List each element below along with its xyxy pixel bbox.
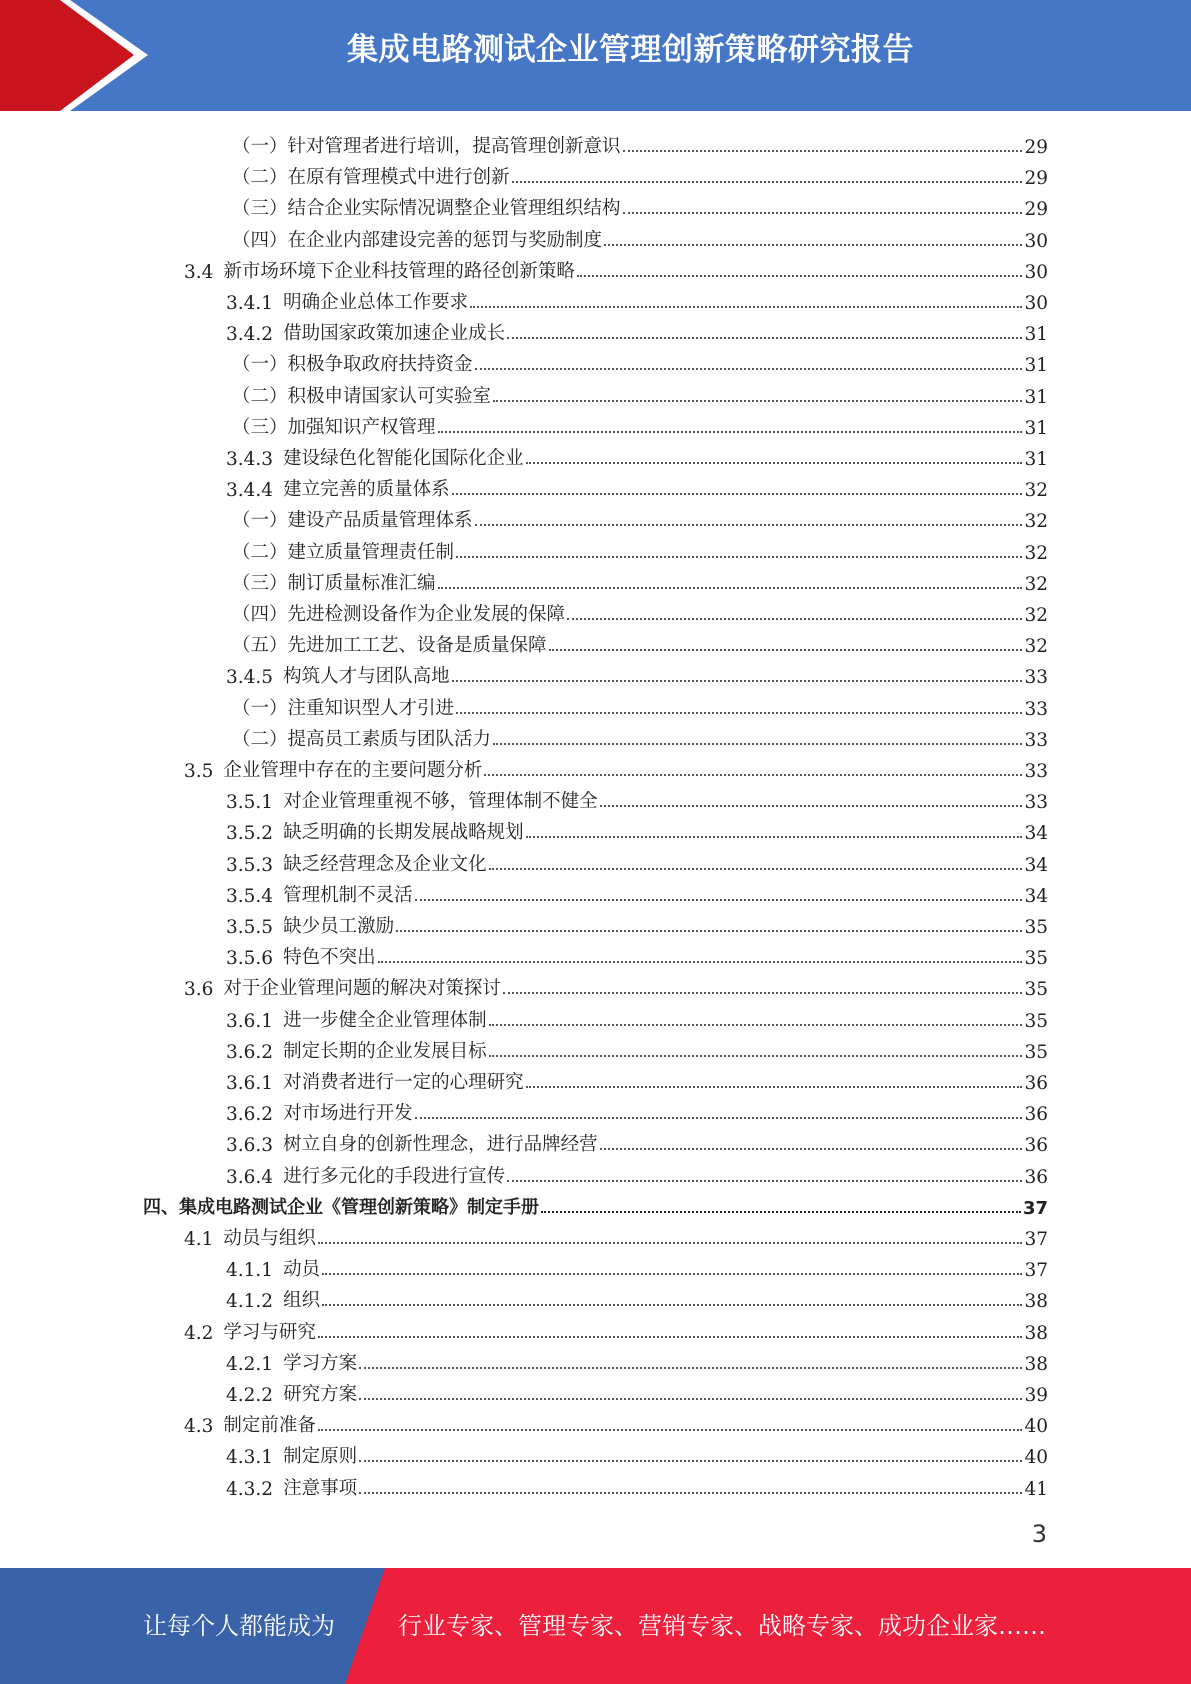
toc-dot-leader [507, 337, 1022, 339]
toc-entry-page: 35 [1024, 948, 1048, 970]
toc-entry[interactable] [232, 720, 1048, 751]
toc-entry-number: 3.6 [184, 979, 214, 1001]
toc-entry-title: 缺乏经营理念及企业文化 [283, 853, 487, 875]
toc-entry-title: 建立完善的质量体系 [283, 479, 450, 501]
toc-entry[interactable] [232, 127, 1048, 158]
toc-entry-page: 33 [1024, 761, 1048, 782]
toc-entry-title: 新市场环境下企业科技管理的路径创新策略 [223, 260, 575, 282]
toc-entry-page: 34 [1024, 854, 1048, 876]
toc-entry-number: 3.6.1 [226, 1010, 274, 1032]
toc-entry-title: 对消费者进行一定的心理研究 [283, 1072, 524, 1093]
toc-dot-leader [359, 1492, 1022, 1494]
document-title: 集成电路测试企业管理创新策略研究报告 [347, 32, 914, 68]
toc-entry-page: 36 [1024, 1135, 1048, 1157]
toc-entry-page: 40 [1024, 1447, 1048, 1469]
toc-entry[interactable] [226, 283, 1048, 314]
toc-entry-title: 借助国家政策加速企业成长 [283, 323, 506, 345]
toc-entry[interactable] [232, 689, 1048, 720]
toc-entry-title: （三）制订质量标准汇编 [232, 572, 436, 594]
toc-entry-page: 36 [1024, 1104, 1048, 1126]
toc-entry-title: 缺少员工激励 [283, 916, 395, 937]
toc-entry[interactable] [184, 969, 1048, 1000]
toc-dot-leader [489, 1024, 1023, 1026]
toc-entry-number: 3.5.4 [226, 885, 274, 907]
toc-dot-leader [604, 244, 1022, 246]
toc-entry[interactable] [226, 439, 1048, 470]
toc-entry[interactable] [226, 1032, 1048, 1063]
toc-entry-number: 3.6.4 [226, 1166, 274, 1188]
toc-entry-page: 32 [1024, 480, 1048, 502]
toc-entry-page: 29 [1024, 199, 1048, 221]
toc-entry-page: 38 [1024, 1291, 1048, 1313]
toc-entry-title: （四）在企业内部建设完善的惩罚与奖励制度 [232, 229, 603, 251]
toc-dot-leader [470, 306, 1022, 308]
page-number: 3 [1031, 1520, 1047, 1548]
toc-entry-number: 4.3.1 [226, 1447, 274, 1469]
toc-entry-title: （二）在原有管理模式中进行创新 [232, 167, 510, 189]
toc-entry[interactable] [226, 813, 1048, 844]
toc-entry-page: 37 [1022, 1197, 1048, 1219]
toc-entry-title: （二）建立质量管理责任制 [232, 541, 455, 563]
toc-entry-title: 进行多元化的手段进行宣传 [283, 1165, 506, 1187]
toc-entry-page: 37 [1024, 1260, 1048, 1282]
toc-entry[interactable] [226, 470, 1048, 501]
toc-entry-page: 29 [1024, 137, 1048, 158]
toc-entry[interactable] [226, 1375, 1048, 1406]
toc-entry-page: 31 [1024, 449, 1048, 470]
toc-entry-page: 30 [1024, 293, 1048, 314]
toc-entry[interactable] [226, 1469, 1048, 1500]
toc-entry-page: 35 [1024, 1041, 1048, 1063]
toc-entry-title: 学习与研究 [223, 1321, 316, 1343]
toc-entry-page: 34 [1024, 823, 1048, 845]
toc-entry-number: 4.1.2 [226, 1291, 274, 1313]
toc-entry[interactable] [232, 408, 1048, 439]
toc-dot-leader [438, 431, 1023, 433]
toc-entry-title: 树立自身的创新性理念，进行品牌经营 [283, 1134, 598, 1156]
toc-entry[interactable] [226, 1157, 1048, 1188]
toc-entry-title: （一）注重知识型人才引进 [232, 697, 455, 719]
toc-entry[interactable] [226, 314, 1048, 345]
toc-entry-title: 制定原则 [283, 1446, 358, 1468]
toc-dot-leader [396, 930, 1022, 932]
toc-entry-title: 注意事项 [283, 1477, 358, 1499]
toc-entry-page: 31 [1024, 386, 1048, 408]
toc-entry-number: 4.2.1 [226, 1353, 274, 1375]
toc-dot-leader [493, 400, 1022, 402]
toc-entry-page: 37 [1024, 1229, 1048, 1250]
toc-dot-leader [318, 1336, 1023, 1338]
toc-entry-title: （一）建设产品质量管理体系 [232, 510, 473, 532]
toc-entry-title: 建设绿色化智能化国际化企业 [283, 448, 524, 469]
toc-entry-page: 35 [1024, 917, 1048, 938]
toc-entry-number: 3.5 [184, 761, 214, 782]
toc-entry[interactable] [226, 1344, 1048, 1375]
toc-entry-number: 3.4.5 [226, 667, 274, 689]
toc-entry[interactable] [226, 1094, 1048, 1125]
toc-entry[interactable] [232, 564, 1048, 595]
toc-entry-number: 4.1 [184, 1229, 214, 1250]
toc-dot-leader [475, 368, 1023, 370]
toc-dot-leader [526, 836, 1023, 838]
toc-entry-number: 3.4 [184, 261, 214, 283]
toc-entry-page: 31 [1024, 355, 1048, 377]
toc-dot-leader [452, 493, 1023, 495]
toc-dot-leader [359, 1367, 1022, 1369]
toc-dot-leader [526, 462, 1023, 464]
toc-entry-page: 41 [1024, 1478, 1048, 1500]
toc-dot-leader [415, 899, 1023, 901]
toc-dot-leader [623, 212, 1023, 214]
toc-entry-number: 3.4.2 [226, 324, 274, 346]
toc-entry-number: 3.4.3 [226, 449, 274, 470]
toc-entry-number: 3.6.2 [226, 1041, 274, 1063]
toc-dot-leader [623, 150, 1023, 152]
toc-entry-page: 31 [1024, 324, 1048, 346]
toc-entry-number: 3.4.1 [226, 293, 274, 314]
footer-slogan-left: 让每个人都能成为 [143, 1612, 335, 1640]
toc-entry-title: （五）先进加工工艺、设备是质量保障 [232, 635, 547, 657]
toc-entry-number: 3.5.2 [226, 823, 274, 845]
toc-entry-page: 35 [1024, 1010, 1048, 1032]
toc-entry[interactable] [232, 189, 1048, 220]
toc-dot-leader [512, 181, 1023, 183]
toc-dot-leader [503, 992, 1023, 994]
toc-entry-page: 38 [1024, 1353, 1048, 1375]
toc-entry-title: 研究方案 [283, 1384, 358, 1405]
toc-entry[interactable] [226, 1001, 1048, 1032]
toc-dot-leader [600, 1148, 1023, 1150]
toc-entry-title: 对于企业管理问题的解决对策探讨 [223, 978, 501, 1000]
toc-dot-leader [318, 1242, 1023, 1244]
toc-entry-title: （二）提高员工素质与团队活力 [232, 728, 492, 750]
toc-entry-title: 动员与组织 [223, 1228, 316, 1249]
toc-dot-leader [577, 275, 1023, 277]
toc-entry[interactable] [226, 845, 1048, 876]
toc-dot-leader [359, 1398, 1022, 1400]
toc-entry[interactable] [232, 533, 1048, 564]
toc-entry-number: 3.6.2 [226, 1104, 274, 1126]
toc-entry-number: 3.6.3 [226, 1135, 274, 1157]
toc-entry-title: （一）积极争取政府扶持资金 [232, 354, 473, 376]
toc-entry-title: 学习方案 [283, 1352, 358, 1374]
toc-entry[interactable] [226, 1125, 1048, 1156]
toc-entry[interactable] [226, 876, 1048, 907]
toc-entry[interactable] [184, 1219, 1048, 1250]
toc-entry[interactable] [232, 595, 1048, 626]
toc-dot-leader [318, 1429, 1023, 1431]
toc-entry-title: 对企业管理重视不够，管理体制不健全 [283, 791, 598, 813]
toc-entry-page: 36 [1024, 1073, 1048, 1094]
toc-dot-leader [507, 1180, 1022, 1182]
page-footer [0, 1568, 1191, 1684]
toc-entry-number: 4.2 [184, 1322, 214, 1344]
toc-dot-leader [493, 743, 1022, 745]
toc-dot-leader [526, 1086, 1023, 1088]
toc-entry-title: 四、集成电路测试企业《管理创新策略》制定手册 [143, 1196, 539, 1218]
toc-entry-title: 对市场进行开发 [283, 1103, 413, 1125]
toc-entry-page: 32 [1024, 636, 1048, 658]
toc-entry-page: 32 [1024, 511, 1048, 533]
toc-dot-leader [567, 618, 1022, 620]
toc-entry-page: 34 [1024, 885, 1048, 907]
page-header [0, 0, 1191, 111]
toc-entry-page: 31 [1024, 417, 1048, 439]
toc-entry[interactable] [232, 221, 1048, 252]
toc-entry[interactable] [226, 782, 1048, 813]
toc-entry-number: 4.3 [184, 1416, 214, 1438]
toc-entry-title: 特色不突出 [283, 947, 376, 969]
toc-entry-page: 36 [1024, 1166, 1048, 1188]
toc-dot-leader [415, 1117, 1023, 1119]
toc-entry-page: 32 [1024, 573, 1048, 595]
toc-dot-leader [322, 1304, 1022, 1306]
toc-entry-title: （三）结合企业实际情况调整企业管理组织结构 [232, 198, 621, 220]
toc-entry[interactable] [226, 907, 1048, 938]
toc-entry-number: 3.5.6 [226, 948, 274, 970]
toc-entry[interactable] [226, 1281, 1048, 1312]
toc-entry-number: 4.1.1 [226, 1260, 274, 1282]
toc-entry[interactable] [226, 1437, 1048, 1468]
toc-entry[interactable] [232, 626, 1048, 657]
toc-entry-title: （二）积极申请国家认可实验室 [232, 385, 492, 407]
toc-dot-leader [484, 774, 1022, 776]
toc-entry-page: 33 [1024, 792, 1048, 814]
toc-entry[interactable] [184, 1406, 1048, 1437]
toc-entry-page: 29 [1024, 168, 1048, 190]
toc-dot-leader [322, 1273, 1022, 1275]
toc-entry-title: 组织 [283, 1290, 321, 1312]
toc-entry-title: 进一步健全企业管理体制 [283, 1009, 487, 1031]
toc-entry-title: 缺乏明确的长期发展战略规划 [283, 822, 524, 844]
toc-entry-title: 明确企业总体工作要求 [283, 292, 469, 313]
toc-entry-title: 管理机制不灵活 [283, 884, 413, 906]
toc-entry[interactable] [143, 1188, 1048, 1219]
toc-entry[interactable] [232, 501, 1048, 532]
toc-entry[interactable] [232, 377, 1048, 408]
toc-entry-title: （四）先进检测设备作为企业发展的保障 [232, 604, 566, 625]
toc-dot-leader [549, 649, 1023, 651]
toc-entry-number: 3.5.1 [226, 792, 274, 814]
toc-entry-title: 企业管理中存在的主要问题分析 [223, 760, 483, 781]
toc-entry-page: 40 [1024, 1416, 1048, 1438]
toc-dot-leader [541, 1211, 1021, 1213]
toc-dot-leader [378, 961, 1023, 963]
toc-dot-leader [489, 868, 1023, 870]
toc-entry-page: 33 [1024, 667, 1048, 689]
toc-entry[interactable] [226, 1063, 1048, 1094]
toc-entry-number: 3.6.1 [226, 1073, 274, 1094]
toc-dot-leader [489, 1055, 1023, 1057]
toc-entry-title: 动员 [283, 1259, 321, 1281]
toc-entry[interactable] [226, 657, 1048, 688]
toc-dot-leader [475, 524, 1023, 526]
toc-entry-page: 39 [1024, 1385, 1048, 1406]
toc-entry-number: 3.5.3 [226, 854, 274, 876]
toc-entry-page: 33 [1024, 698, 1048, 720]
toc-dot-leader [456, 556, 1022, 558]
toc-entry[interactable] [226, 1250, 1048, 1281]
toc-dot-leader [456, 712, 1022, 714]
toc-entry-page: 33 [1024, 729, 1048, 751]
toc-entry-title: 制定长期的企业发展目标 [283, 1040, 487, 1062]
toc-entry-page: 30 [1024, 261, 1048, 283]
toc-dot-leader [600, 805, 1023, 807]
toc-entry[interactable] [184, 252, 1048, 283]
toc-entry-title: 制定前准备 [223, 1415, 316, 1437]
toc-entry-page: 38 [1024, 1322, 1048, 1344]
toc-entry-page: 30 [1024, 230, 1048, 252]
toc-entry[interactable] [184, 1313, 1048, 1344]
toc-dot-leader [438, 587, 1023, 589]
toc-entry[interactable] [184, 751, 1048, 782]
toc-entry-title: （一）针对管理者进行培训，提高管理创新意识 [232, 136, 621, 157]
toc-entry-number: 4.2.2 [226, 1385, 274, 1406]
toc-entry-page: 32 [1024, 542, 1048, 564]
toc-dot-leader [359, 1460, 1022, 1462]
toc-entry-title: （三）加强知识产权管理 [232, 416, 436, 438]
toc-dot-leader [452, 680, 1023, 682]
toc-entry-number: 3.4.4 [226, 480, 274, 502]
toc-entry-page: 35 [1024, 979, 1048, 1001]
toc-entry-number: 3.5.5 [226, 917, 274, 938]
toc-entry[interactable] [226, 938, 1048, 969]
toc-entry[interactable] [232, 345, 1048, 376]
toc-entry[interactable] [232, 158, 1048, 189]
toc-entry-title: 构筑人才与团队高地 [283, 666, 450, 688]
toc-entry-page: 32 [1024, 605, 1048, 626]
header-chevron-decoration [0, 0, 170, 111]
toc-entry-number: 4.3.2 [226, 1478, 274, 1500]
footer-slogan-right: 行业专家、管理专家、营销专家、战略专家、成功企业家…… [398, 1612, 1046, 1640]
